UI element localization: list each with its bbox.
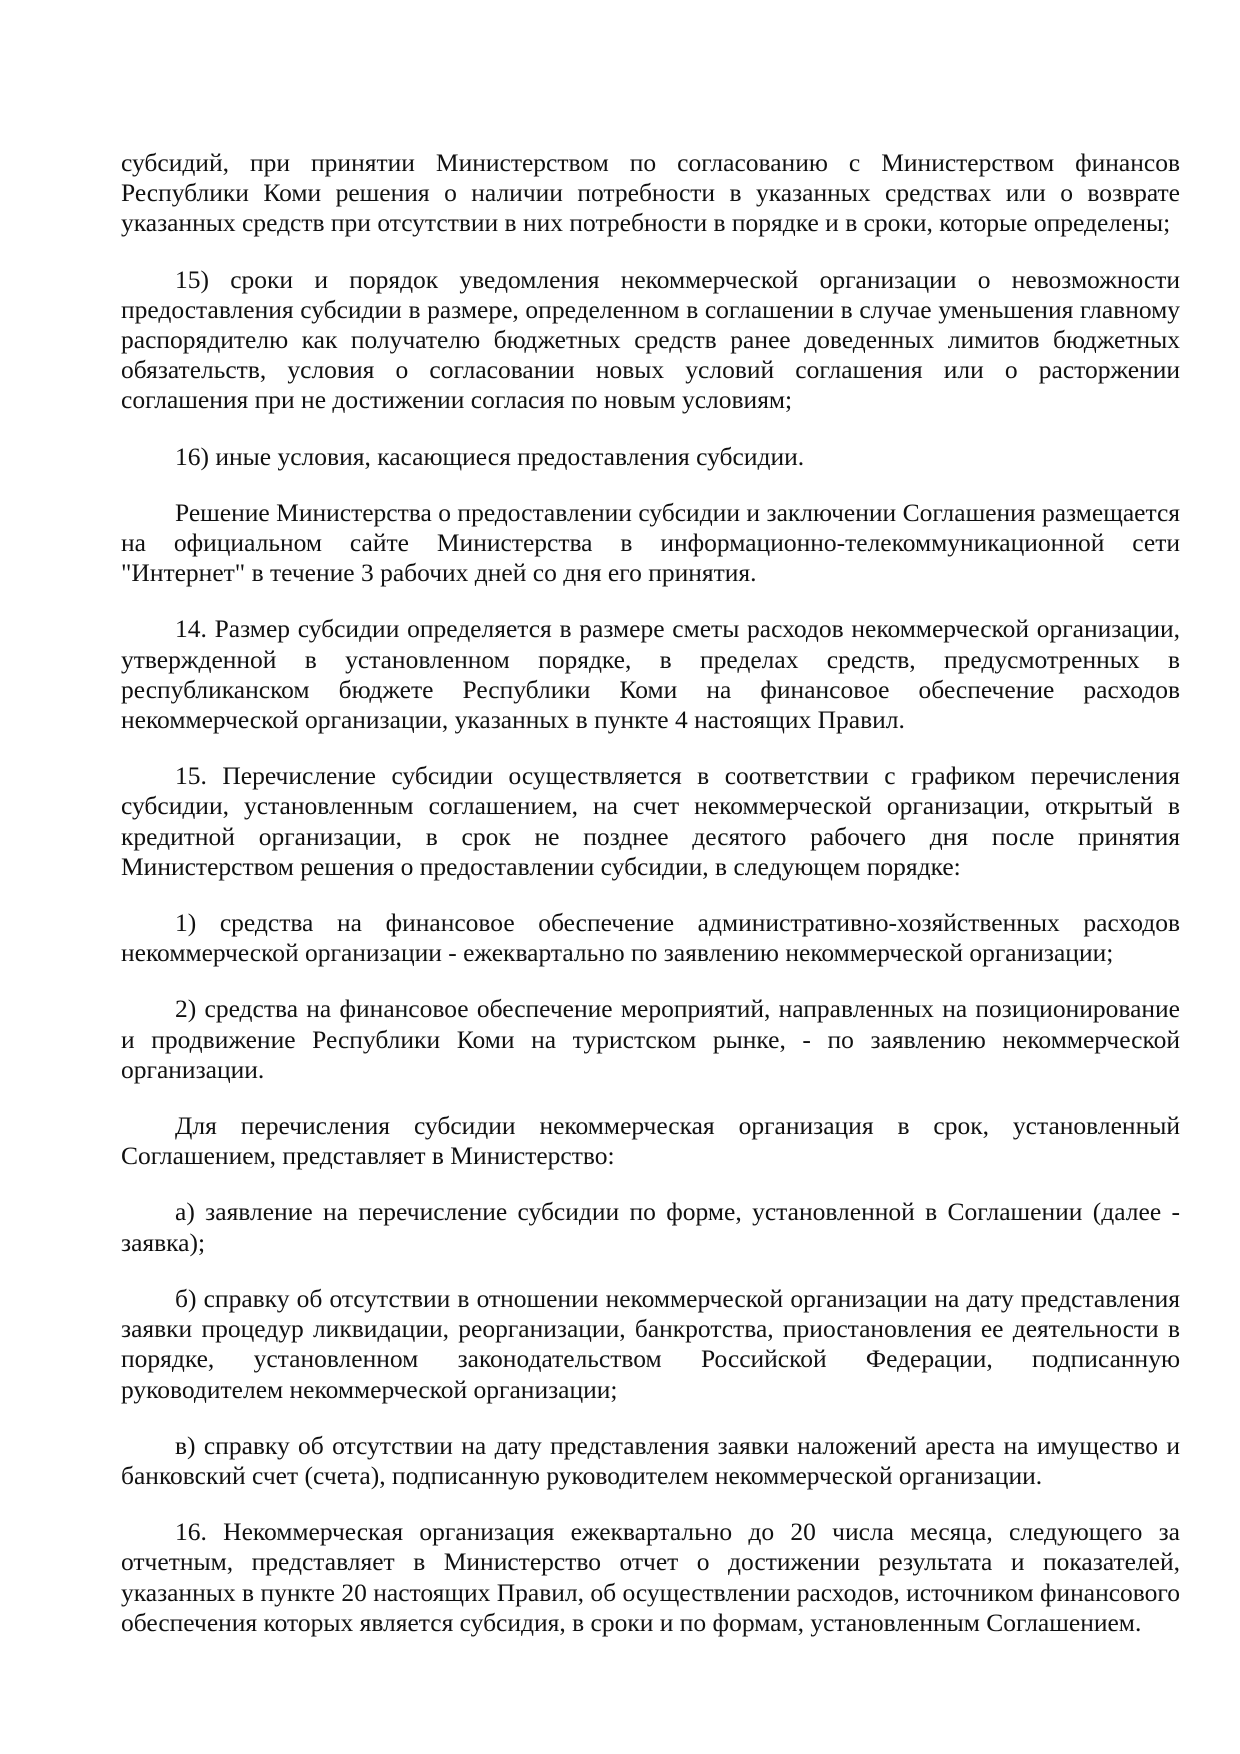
paragraph-continuation: субсидий, при принятии Министерством по согласованию с Министерством финансов Республики Коми решения о наличии потребности в указанных средствах или о возврате указанных средств при отсутствии в них потребности в порядке и в сроки, которые определены; [121,148,1180,238]
paragraph-subitem-1: 1) средства на финансовое обеспечение административно-хозяйственных расходов некоммерческой организации - ежеквартально по заявлению некоммерческой организации; [121,908,1180,968]
paragraph-clause-16: 16. Некоммерческая организация ежеквартально до 20 числа месяца, следующего за отчетным, представляет в Министерство отчет о достижении результата и показателей, указанных в пункте 20 настоящих Правил, об осуществлении расходов, источником финансового обеспечения которых является субсидия, в сроки и по формам, установленным Соглашением. [121,1517,1180,1637]
paragraph-item-16: 16) иные условия, касающиеся предоставления субсидии. [175,441,805,471]
paragraph-clause-15: 15. Перечисление субсидии осуществляется в соответствии с графиком перечисления субсидии, установленным соглашением, на счет некоммерческой организации, открытый в кредитной организации, в срок не позднее десятого рабочего дня после принятия Министерством решения о предоставлении субсидии, в следующем порядке: [121,761,1180,881]
document-page [121,148,1180,1664]
paragraph-decision-publication: Решение Министерства о предоставлении субсидии и заключении Соглашения размещается на официальном сайте Министерства в информационно-телекоммуникационной сети "Интернет" в течение 3 рабочих дней со дня его принятия. [121,497,1180,588]
paragraph-clause-14: 14. Размер субсидии определяется в размере сметы расходов некоммерческой организации, утвержденной в установленном порядке, в пределах средств, предусмотренных в республиканском бюджете Республики Коми на финансовое обеспечение расходов некоммерческой организации, указанных в пункте 4 настоящих Правил. [121,614,1180,735]
paragraph-transfer-docs: Для перечисления субсидии некоммерческая организация в срок, установленный Соглашением, представляет в Министерство: [121,1111,1180,1171]
paragraph-subitem-b: б) справку об отсутствии в отношении некоммерческой организации на дату представления заявки процедур ликвидации, реорганизации, банкротства, приостановления ее деятельности в порядке, установленном законодательством Российской Федерации, подписанную руководителем некоммерческой организации; [121,1283,1180,1404]
paragraph-subitem-2: 2) средства на финансовое обеспечение мероприятий, направленных на позиционирование и продвижение Республики Коми на туристском рынке, - по заявлению некоммерческой организации. [121,994,1180,1084]
paragraph-item-15: 15) сроки и порядок уведомления некоммерческой организации о невозможности предоставления субсидии в размере, определенном в соглашении в случае уменьшения главному распорядителю как получателю бюджетных средств ранее доведенных лимитов бюджетных обязательств, условия о согласовании новых условий соглашения или о расторжении соглашения при не достижении согласия по новым условиям; [121,264,1180,415]
paragraph-subitem-a: а) заявление на перечисление субсидии по форме, установленной в Соглашении (далее - заявка); [121,1197,1180,1257]
paragraph-subitem-v: в) справку об отсутствии на дату представления заявки наложений ареста на имущество и банковский счет (счета), подписанную руководителем некоммерческой организации. [121,1430,1180,1490]
